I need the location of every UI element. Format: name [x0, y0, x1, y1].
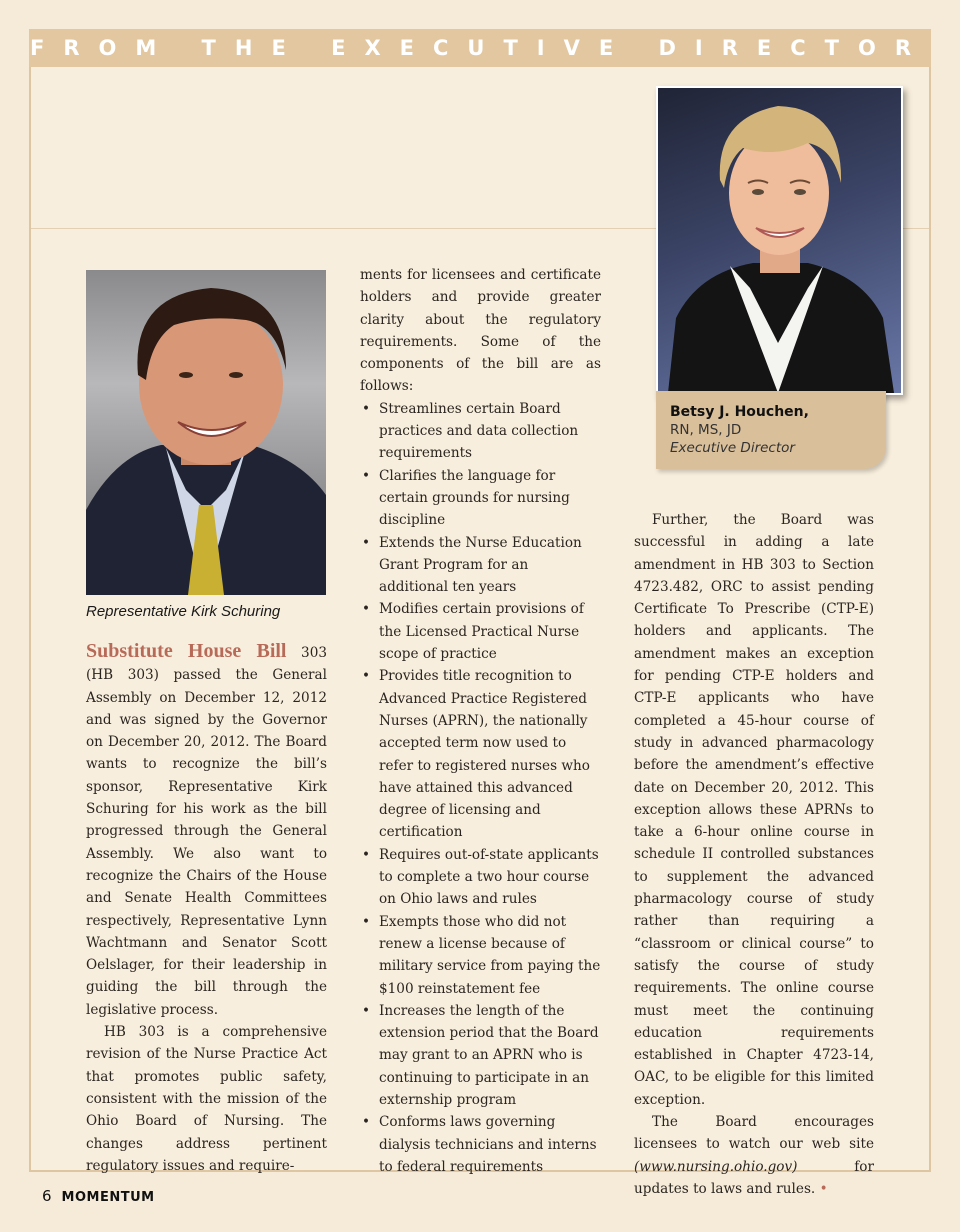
- bullet-icon: •: [362, 668, 371, 685]
- publication-name: MOMENTUM: [61, 1190, 155, 1205]
- director-portrait-image: [658, 88, 901, 393]
- director-photo: [656, 86, 903, 395]
- article-column-3: [634, 509, 874, 1200]
- bullet-icon: •: [362, 467, 371, 484]
- bullet-icon: •: [362, 846, 371, 863]
- bullet-icon: •: [362, 1114, 371, 1131]
- list-item: • Exempts those who did not renew a license because of military service from paying the $100 reinstatement fee: [360, 911, 601, 1000]
- bullet-icon: •: [362, 400, 371, 417]
- paragraph: ments for licensees and certificate holders and provide greater clarity about the regulatory requirements. Some of the components of the bill are as follows:: [360, 267, 601, 395]
- list-item: • Streamlines certain Board practices and data collection requirements: [360, 398, 601, 465]
- article-column-1: [86, 640, 327, 1177]
- end-mark-icon: •: [819, 1180, 828, 1197]
- bullet-icon: •: [362, 1002, 371, 1019]
- director-name: Betsy J. Houchen,: [670, 404, 809, 420]
- bullet-icon: •: [362, 913, 371, 930]
- representative-portrait-image: [86, 270, 326, 595]
- page-number: 6: [42, 1187, 52, 1205]
- paragraph: Further, the Board was successful in adding a late amendment in HB 303 to Section 4723.482, ORC to assist pending Certificate To Prescribe (CTP-E) holders and applicants. The amendment makes an exception for pending CTP-E holders and CTP-E applicants who have completed a 45-hour course of study in advanced pharmacology before the amendment’s effective date on December 20, 2012. This exception allows these APRNs to take a 6-hour online course in schedule II controlled substances to supplement the advanced pharmacology course of study rather than requiring a “classroom or clinical course” to satisfy the course of study requirements. The online course must meet the continuing education requirements established in Chapter 4723-14, OAC, to be eligible for this limited exception.: [634, 512, 874, 1108]
- bullet-icon: •: [362, 601, 371, 618]
- director-title: Executive Director: [670, 440, 795, 456]
- list-item: • Conforms laws governing dialysis technicians and interns to federal requirements: [360, 1111, 601, 1178]
- closing-paragraph: The Board encourages licensees to watch our web site (www.nursing.ohio.gov) for updates to laws and rules. •: [634, 1114, 874, 1197]
- list-item: • Clarifies the language for certain grounds for nursing discipline: [360, 465, 601, 532]
- bullet-icon: •: [362, 534, 371, 551]
- bill-components-list: [360, 398, 601, 1178]
- page-footer: [42, 1187, 155, 1205]
- representative-caption: Representative Kirk Schuring: [86, 603, 281, 620]
- list-item: • Requires out-of-state applicants to complete a two hour course on Ohio laws and rules: [360, 844, 601, 911]
- director-caption: [656, 391, 886, 469]
- section-header: FROM THE EXECUTIVE DIRECTOR: [29, 29, 931, 67]
- representative-photo: [86, 270, 326, 595]
- paragraph: HB 303 is a comprehensive revision of the Nurse Practice Act that promotes public safety, consistent with the mission of the Ohio Board of Nursing. The changes address pertinent regulatory issues and require-: [86, 1024, 327, 1174]
- director-credentials: RN, MS, JD: [670, 422, 742, 438]
- list-item: • Increases the length of the extension period that the Board may grant to an APRN who is continuing to participate in an externship program: [360, 1000, 601, 1111]
- article-headline: Substitute House Bill: [86, 640, 287, 662]
- list-item: • Modifies certain provisions of the Licensed Practical Nurse scope of practice: [360, 598, 601, 665]
- website-link[interactable]: (www.nursing.ohio.gov): [634, 1158, 798, 1175]
- intro-paragraph: [86, 640, 327, 1021]
- article-column-2: [360, 264, 601, 1178]
- intro-text: 303 (HB 303) passed the General Assembly on December 12, 2012 and was signed by the Governor on December 20, 2012. The Board wants to recognize the bill’s sponsor, Representative Kirk Schuring for his work as the bill progressed through the General Assembly. We also want to recognize the Chairs of the House and Senate Health Committees respectively, Representative Lynn Wachtmann and Senator Scott Oelslager, for their leadership in guiding the bill through the legislative process.: [86, 645, 327, 1018]
- list-item: • Provides title recognition to Advanced Practice Registered Nurses (APRN), the nationally accepted term now used to refer to registered nurses who have attained this advanced degree of licensing and certification: [360, 665, 601, 843]
- list-item: • Extends the Nurse Education Grant Program for an additional ten years: [360, 532, 601, 599]
